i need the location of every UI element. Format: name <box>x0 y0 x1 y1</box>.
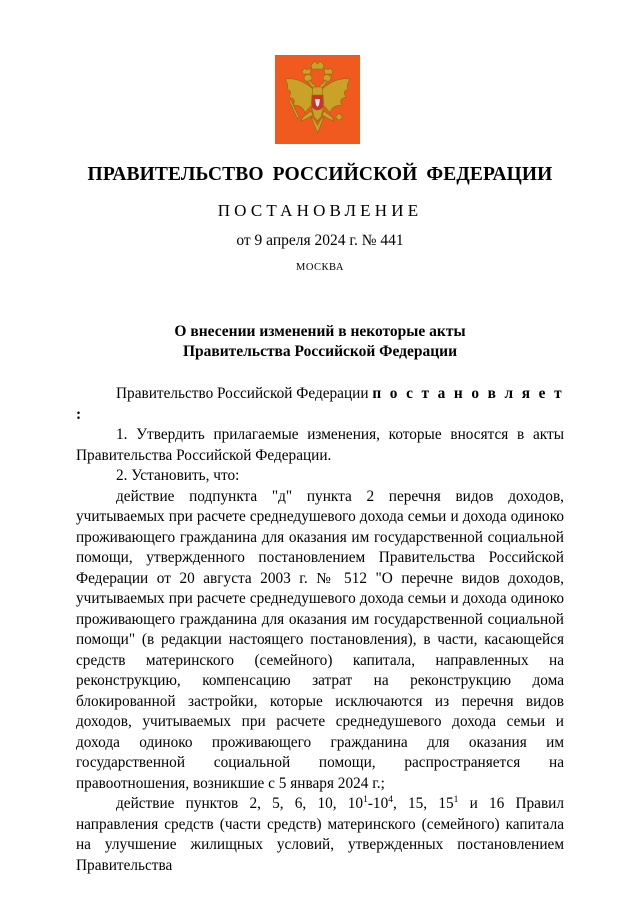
document-body <box>76 384 564 876</box>
subject-line-2: Правительства Российской Федерации <box>182 342 458 360</box>
document-subject <box>120 322 520 361</box>
superscript-1: 1 <box>363 795 368 805</box>
preamble <box>76 384 564 425</box>
document-date-number: от 9 апреля 2024 г. № 441 <box>236 232 404 249</box>
paragraph-2-part-4: и 16 Правил направления средств (части средств) материнского (семейного) капитала на улучшение жилищных условий, утвержденных постановлением Правительства <box>76 795 565 874</box>
preamble-decree: п о с т а н о в л я е т : <box>76 385 564 423</box>
paragraph-2-part-1: действие пунктов 2, 5, 6, 10, 10 <box>116 795 364 812</box>
item-1: 1. Утвердить прилагаемые изменения, которые вносятся в акты Правительства Российской Федерации. <box>76 426 564 464</box>
paragraph-1: действие подпункта "д" пункта 2 перечня видов доходов, учитываемых при расчете среднедушевого дохода семьи и дохода одиноко проживающего гражданина для оказания им государственной социальной помощи, утвержденного постановлением Правительства Российской Федерации от 20 августа 2003 г. № 512 "О перечне видов доходов, учитываемых при расчете среднедушевого дохода семьи и дохода одиноко проживающего гражданина для оказания им государственной социальной помощи" (в редакции настоящего постановления), в части, касающейся средств материнского (семейного) капитала, направленных на реконструкцию, компенсацию затрат на реконструкцию дома блокированной застройки, которые исключаются из перечня видов доходов, учитываемых при расчете среднедушевого дохода семьи и дохода одиноко проживающего гражданина для оказания им государственной социальной помощи, распространяется на правоотношения, возникшие с 5 января 2024 г.; <box>76 487 564 792</box>
item-2: 2. Установить, что: <box>116 467 240 484</box>
emblem-icon <box>275 55 360 144</box>
document-city: МОСКВА <box>296 262 344 273</box>
government-title: ПРАВИТЕЛЬСТВО РОССИЙСКОЙ ФЕДЕРАЦИИ <box>87 164 553 185</box>
superscript-2: 4 <box>388 795 393 805</box>
paragraph-2-part-3: , 15, 15 <box>392 795 454 812</box>
preamble-text: Правительство Российской Федерации <box>116 385 373 402</box>
paragraph-2 <box>76 794 564 876</box>
document-type: ПОСТАНОВЛЕНИЕ <box>217 201 423 220</box>
superscript-3: 1 <box>453 795 459 805</box>
subject-line-1: О внесении изменений в некоторые акты <box>174 323 466 340</box>
paragraph-2-part-2: -10 <box>367 795 389 812</box>
